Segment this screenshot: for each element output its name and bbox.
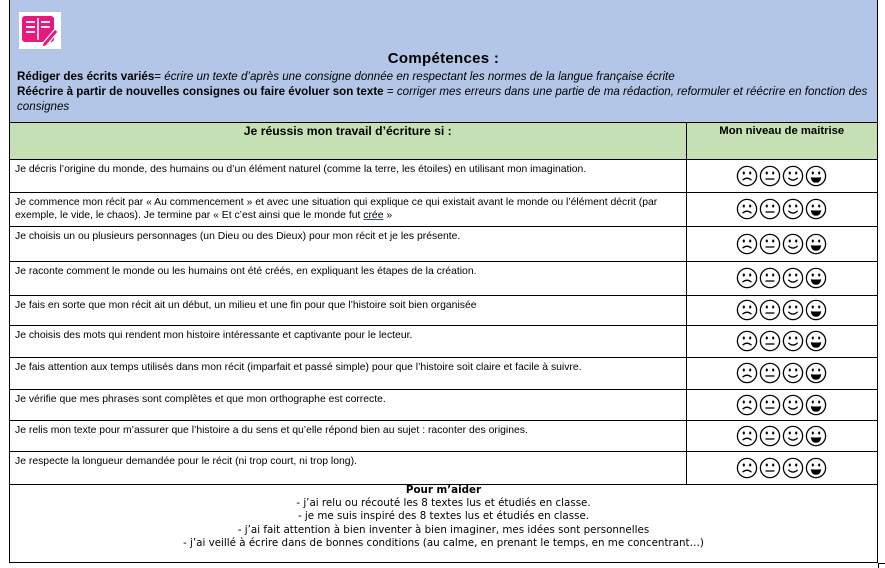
- worksheet: [9, 0, 878, 563]
- smile-face-icon: [782, 394, 804, 416]
- neutral-face-icon: [759, 394, 781, 416]
- neutral-face-icon: [759, 457, 781, 479]
- level-faces: [686, 357, 877, 389]
- sad-face-icon: [736, 394, 758, 416]
- competences-header: [10, 0, 877, 123]
- big-smile-face-icon: [805, 198, 827, 220]
- neutral-face-icon: [759, 425, 781, 447]
- sad-face-icon: [736, 165, 758, 187]
- criterion-row-2: [10, 192, 686, 226]
- big-smile-face-icon: [805, 362, 827, 384]
- criterion-row-7: Je fais attention aux temps utilisés dans mon récit (imparfait et passé simple) pour que l’histoire soit claire et facile à suivre.: [10, 357, 686, 389]
- level-faces: [686, 192, 877, 226]
- sad-face-icon: [736, 299, 758, 321]
- smile-face-icon: [782, 165, 804, 187]
- neutral-face-icon: [759, 198, 781, 220]
- help-item: - je me suis inspiré des 8 textes lus et étudiés en classe.: [297, 510, 590, 523]
- competence-1: [17, 70, 872, 85]
- underlined-word: crée: [363, 210, 384, 221]
- criterion-row-4: Je raconte comment le monde ou les humains ont été créés, en expliquant les étapes de la création.: [10, 261, 686, 295]
- criterion-row-9: Je relis mon texte pour m’assurer que l’histoire a du sens et qu’elle répond bien au sujet : raconter des origines.: [10, 420, 686, 451]
- criterion-row-3: Je choisis un ou plusieurs personnages (un Dieu ou des Dieux) pour mon récit et je les présente.: [10, 226, 686, 261]
- big-smile-face-icon: [805, 330, 827, 352]
- level-faces: [686, 159, 877, 192]
- neutral-face-icon: [759, 299, 781, 321]
- smile-face-icon: [782, 457, 804, 479]
- competence-1-label: Rédiger des écrits variés: [17, 70, 155, 83]
- smile-face-icon: [782, 330, 804, 352]
- criterion-row-5: Je fais en sorte que mon récit ait un début, un milieu et une fin pour que l’histoire soit bien organisée: [10, 295, 686, 325]
- criterion-row-6: Je choisis des mots qui rendent mon histoire intéressante et captivante pour le lecteur.: [10, 325, 686, 357]
- sad-face-icon: [736, 457, 758, 479]
- criterion-row-8: Je vérifie que mes phrases sont complètes et que mon orthographe est correcte.: [10, 389, 686, 420]
- smile-face-icon: [782, 233, 804, 255]
- criterion-row-1: Je décris l’origine du monde, des humains ou d’un élément naturel (comme la terre, les étoiles) en utilisant mon imagination.: [10, 159, 686, 192]
- competence-2: [17, 85, 872, 114]
- big-smile-face-icon: [805, 267, 827, 289]
- neutral-face-icon: [759, 267, 781, 289]
- level-faces: [686, 451, 877, 484]
- level-faces: [686, 261, 877, 295]
- level-column-header: Mon niveau de maitrise: [686, 123, 877, 159]
- competence-2-sep: =: [383, 85, 397, 98]
- criterion-row-2-text: Je commence mon récit par « Au commencement » et avec une situation qui explique ce qui existait avant le monde ou l’élément décrit (par exemple, le vide, le chaos). Je termine par « Et c’est ainsi que le monde fut crée »: [15, 196, 658, 221]
- level-faces: [686, 226, 877, 261]
- help-item: - j’ai fait attention à bien inventer à bien imaginer, mes idées sont personnelles: [237, 523, 650, 536]
- writing-notebook-icon: [19, 12, 61, 49]
- sad-face-icon: [736, 362, 758, 384]
- sad-face-icon: [736, 330, 758, 352]
- sad-face-icon: [736, 425, 758, 447]
- big-smile-face-icon: [805, 165, 827, 187]
- sad-face-icon: [736, 267, 758, 289]
- page-title: Compétences :: [387, 50, 500, 67]
- smile-face-icon: [782, 299, 804, 321]
- level-faces: [686, 389, 877, 420]
- smile-face-icon: [782, 425, 804, 447]
- competence-1-sep: =: [154, 70, 165, 83]
- level-faces: [686, 325, 877, 357]
- level-faces: [686, 295, 877, 325]
- level-faces: [686, 420, 877, 451]
- competence-1-text: écrire un texte d’après une consigne donnée en respectant les normes de la langue française écrite: [164, 70, 675, 83]
- competence-2-label: Réécrire à partir de nouvelles consignes ou faire évoluer son texte: [17, 85, 384, 98]
- criteria-column-header: Je réussis mon travail d’écriture si :: [10, 123, 686, 159]
- criterion-row-10: Je respecte la longueur demandée pour le récit (ni trop court, ni trop long).: [10, 451, 686, 484]
- page-corner-mark: [878, 563, 885, 568]
- help-item: - j’ai veillé à écrire dans de bonnes conditions (au calme, en prenant le temps, en me concentrant…): [183, 536, 704, 549]
- help-title: Pour m’aider: [405, 484, 482, 496]
- help-item: - j’ai relu ou récouté les 8 textes lus et étudiés en classe.: [296, 497, 591, 510]
- sad-face-icon: [736, 233, 758, 255]
- help-box: [10, 484, 877, 550]
- neutral-face-icon: [759, 362, 781, 384]
- competence-2-text: corriger mes erreurs dans une partie de ma rédaction, reformuler et réécrire en fonction des consignes: [17, 85, 868, 113]
- smile-face-icon: [782, 198, 804, 220]
- neutral-face-icon: [759, 330, 781, 352]
- big-smile-face-icon: [805, 299, 827, 321]
- big-smile-face-icon: [805, 457, 827, 479]
- big-smile-face-icon: [805, 394, 827, 416]
- neutral-face-icon: [759, 165, 781, 187]
- smile-face-icon: [782, 267, 804, 289]
- sad-face-icon: [736, 198, 758, 220]
- big-smile-face-icon: [805, 233, 827, 255]
- criteria-table: [10, 123, 877, 485]
- big-smile-face-icon: [805, 425, 827, 447]
- smile-face-icon: [782, 362, 804, 384]
- neutral-face-icon: [759, 233, 781, 255]
